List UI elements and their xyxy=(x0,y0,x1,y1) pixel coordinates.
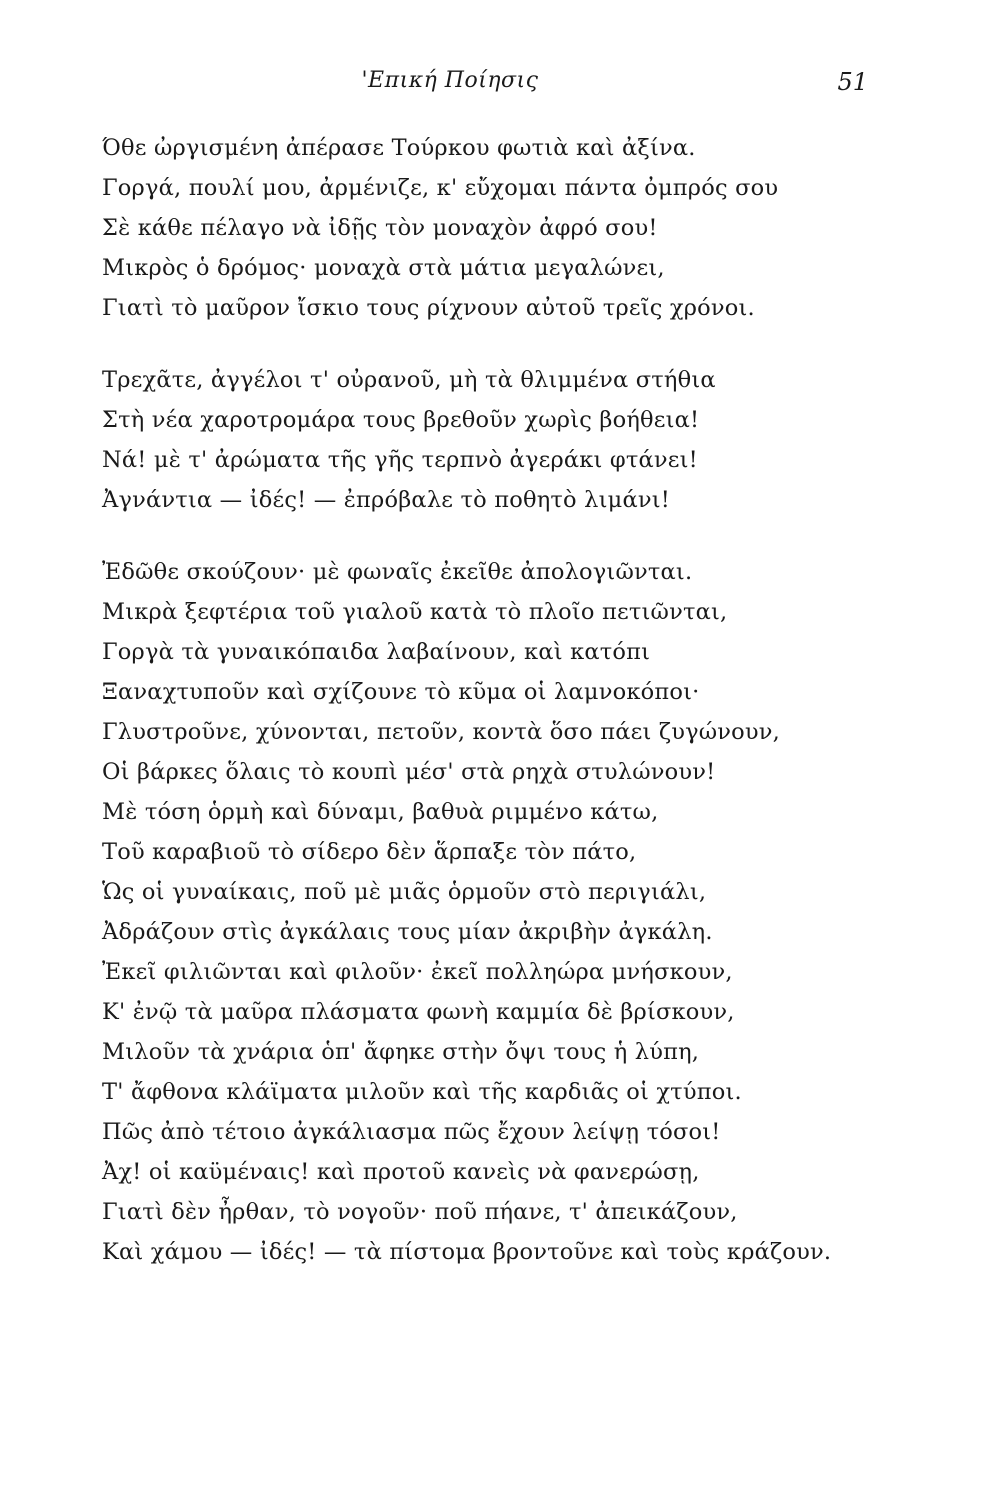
poem-line: Ἀγνάντια — ἰδές! — ἐπρόβαλε τὸ ποθητὸ λιμάνι! xyxy=(102,487,670,513)
poem-line: Καὶ χάμου — ἰδές! — τὰ πίστομα βροντοῦνε καὶ τοὺς κράζουν. xyxy=(102,1239,832,1265)
poem-line: Κ' ἐνῷ τὰ μαῦρα πλάσματα φωνὴ καμμία δὲ βρίσκουν, xyxy=(102,999,735,1025)
poem-line: Γιατὶ δὲν ἦρθαν, τὸ νογοῦν· ποῦ πήανε, τ' ἀπεικάζουν, xyxy=(102,1199,738,1225)
poem-line: Όθε ὠργισμένη ἀπέρασε Τούρκου φωτιὰ καὶ ἀξίνα. xyxy=(102,135,696,161)
poem-line: Γλυστροῦνε, χύνονται, πετοῦν, κοντὰ ὅσο πάει ζυγώνουν, xyxy=(102,719,781,745)
poem-line: Μιλοῦν τὰ χνάρια ὁπ' ἄφηκε στὴν ὄψι τους ἡ λύπη, xyxy=(102,1039,700,1065)
poem-line: Οἱ βάρκες ὅλαις τὸ κουπὶ μέσ' στὰ ρηχὰ στυλώνουν! xyxy=(102,759,716,785)
poem-line: Ἀχ! οἱ καϋμέναις! καὶ προτοῦ κανεὶς νὰ φανερώσῃ, xyxy=(102,1159,700,1185)
poem-line: Σὲ κάθε πέλαγο νὰ ἰδῇς τὸν μοναχὸν ἀφρό σου! xyxy=(102,215,658,241)
poem-line: Μικρὰ ξεφτέρια τοῦ γιαλοῦ κατὰ τὸ πλοῖο πετιῶνται, xyxy=(102,599,728,625)
poem-line: Ξαναχτυποῦν καὶ σχίζουνε τὸ κῦμα οἱ λαμνοκόποι· xyxy=(102,679,700,705)
poem-line: Στὴ νέα χαροτρομάρα τους βρεθοῦν χωρὶς βοήθεια! xyxy=(102,407,700,433)
poem-line: Ἀδράζουν στὶς ἀγκάλαις τους μίαν ἀκριβὴν ἀγκάλη. xyxy=(102,919,713,945)
poem-line: Τ' ἄφθονα κλάϊματα μιλοῦν καὶ τῆς καρδιᾶς οἱ χτύποι. xyxy=(102,1079,742,1105)
poem-line: Τρεχᾶτε, ἀγγέλοι τ' οὐρανοῦ, μὴ τὰ θλιμμένα στήθια xyxy=(102,367,716,393)
poem-line: Γοργά, πουλί μου, ἀρμένιζε, κ' εὔχομαι πάντα ὀμπρός σου xyxy=(102,175,779,201)
running-title: 'Επική Ποίησις xyxy=(361,68,539,93)
stanza-1 xyxy=(102,128,882,328)
stanza-2 xyxy=(102,360,882,520)
poem-line: Πῶς ἀπὸ τέτοιο ἀγκάλιασμα πῶς ἔχουν λείψῃ τόσοι! xyxy=(102,1119,721,1145)
poem-line: Ὡς οἱ γυναίκαις, ποῦ μὲ μιᾶς ὁρμοῦν στὸ περιγιάλι, xyxy=(102,879,707,905)
stanza-3 xyxy=(102,552,882,1272)
poem-line: Μικρὸς ὁ δρόμος· μοναχὰ στὰ μάτια μεγαλώνει, xyxy=(102,255,665,281)
poem-line: Νά! μὲ τ' ἀρώματα τῆς γῆς τερπνὸ ἀγεράκι φτάνει! xyxy=(102,447,698,473)
poem-line: Τοῦ καραβιοῦ τὸ σίδερο δὲν ἅρπαξε τὸν πάτο, xyxy=(102,839,637,865)
poem-line: Γοργὰ τὰ γυναικόπαιδα λαβαίνουν, καὶ κατόπι xyxy=(102,639,651,665)
page-number: 51 xyxy=(837,68,868,96)
poem-line: Ἐκεῖ φιλιῶνται καὶ φιλοῦν· ἐκεῖ πολληώρα μνήσκουν, xyxy=(102,959,733,985)
poem-line: Γιατὶ τὸ μαῦρον ἴσκιο τους ρίχνουν αὐτοῦ τρεῖς χρόνοι. xyxy=(102,295,755,321)
poem-text xyxy=(102,128,882,1272)
poem-line: Ἐδῶθε σκούζουν· μὲ φωναῖς ἐκεῖθε ἀπολογιῶνται. xyxy=(102,559,693,585)
poem-line: Μὲ τόση ὁρμὴ καὶ δύναμι, βαθυὰ ριμμένο κάτω, xyxy=(102,799,659,825)
